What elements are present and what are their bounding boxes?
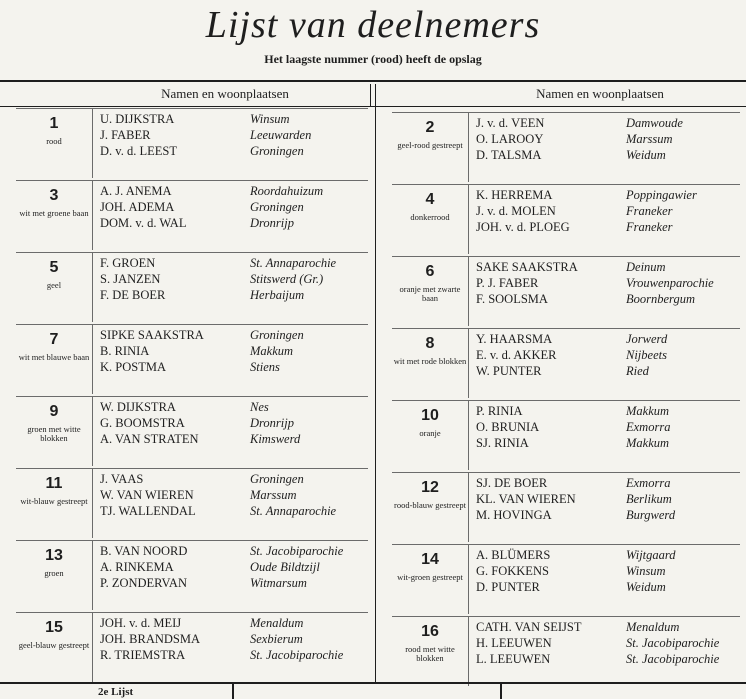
person-place: Weidum — [626, 580, 666, 594]
person-place: Groningen — [250, 144, 304, 158]
left-column-header: Namen en woonplaatsen — [161, 86, 289, 101]
participant-entry — [392, 472, 740, 542]
person-place: Franeker — [626, 220, 673, 234]
entry-color: rood met witte blokken — [405, 644, 455, 663]
person-row — [476, 547, 740, 563]
person-place: Leeuwarden — [250, 128, 312, 142]
header-divider-2 — [375, 84, 376, 106]
person-name: JOH. v. d. PLOEG — [476, 220, 570, 234]
person-name: O. LAROOY — [476, 132, 544, 146]
entry-number-box — [16, 613, 93, 682]
person-place: Boornbergum — [626, 292, 695, 306]
entry-number: 16 — [421, 623, 439, 640]
entry-number: 13 — [45, 547, 63, 564]
entry-number-box — [392, 401, 469, 470]
participant-entry — [392, 256, 740, 326]
person-name: W. DIJKSTRA — [100, 400, 176, 414]
person-row — [100, 471, 368, 487]
person-row — [476, 403, 740, 419]
person-name: P. RINIA — [476, 404, 523, 418]
person-place: Groningen — [250, 472, 304, 486]
person-row — [476, 187, 740, 203]
entry-number: 6 — [425, 263, 435, 280]
participant-entry — [16, 540, 368, 610]
person-place: St. Jacobiparochie — [250, 648, 344, 662]
person-name: E. v. d. AKKER — [476, 348, 557, 362]
entry-people — [100, 471, 368, 519]
person-place: Ried — [626, 364, 649, 378]
entry-people — [100, 543, 368, 591]
person-name: W. PUNTER — [476, 364, 542, 378]
page-title: Lijst van deelnemers — [205, 4, 541, 46]
entry-color: oranje — [419, 428, 441, 438]
participant-entry — [392, 112, 740, 182]
entry-number-box — [392, 113, 469, 182]
person-name: KL. VAN WIEREN — [476, 492, 576, 506]
person-place: Menaldum — [626, 620, 680, 634]
header-divider — [370, 84, 371, 106]
person-place: Dronrijp — [250, 416, 294, 430]
person-place: Nes — [250, 400, 269, 414]
person-place: Makkum — [250, 344, 294, 358]
person-name: P. ZONDERVAN — [100, 576, 187, 590]
participant-entry — [16, 108, 368, 178]
person-name: B. VAN NOORD — [100, 544, 188, 558]
person-row — [100, 647, 368, 663]
entry-number: 3 — [49, 187, 59, 204]
person-name: W. VAN WIEREN — [100, 488, 194, 502]
person-place: Berlikum — [626, 492, 672, 506]
person-place: St. Jacobiparochie — [626, 636, 720, 650]
person-row — [100, 199, 368, 215]
person-row — [476, 419, 740, 435]
person-name: A. VAN STRATEN — [100, 432, 199, 446]
person-row — [100, 327, 368, 343]
person-place: Winsum — [250, 112, 290, 126]
entry-color: wit-blauw gestreept — [20, 496, 88, 506]
person-row — [476, 507, 740, 523]
entry-number-box — [16, 325, 93, 394]
person-name: O. BRUNIA — [476, 420, 540, 434]
person-name: R. TRIEMSTRA — [100, 648, 186, 662]
entry-people — [100, 183, 368, 231]
participant-entry — [392, 544, 740, 614]
entry-people — [476, 475, 740, 523]
person-row — [100, 431, 368, 447]
participant-entry — [16, 252, 368, 322]
person-row — [476, 619, 740, 635]
person-name: SJ. DE BOER — [476, 476, 548, 490]
person-row — [476, 291, 740, 307]
person-row — [476, 475, 740, 491]
entry-color: wit met blauwe baan — [18, 352, 90, 362]
person-row — [100, 143, 368, 159]
entry-people — [100, 255, 368, 303]
entry-number: 9 — [49, 403, 59, 420]
entry-number-box — [392, 545, 469, 614]
person-place: Sexbierum — [250, 632, 303, 646]
entry-color: geel — [46, 280, 62, 290]
person-name: D. v. d. LEEST — [100, 144, 177, 158]
page-subtitle: Het laagste nummer (rood) heeft de opslag — [264, 52, 482, 66]
person-row — [100, 399, 368, 415]
participant-entry — [392, 328, 740, 398]
person-place: St. Jacobiparochie — [250, 544, 344, 558]
bottom-rule — [0, 682, 746, 684]
person-place: Roordahuizum — [250, 184, 324, 198]
person-name: D. PUNTER — [476, 580, 540, 594]
person-name: TJ. WALLENDAL — [100, 504, 196, 518]
entry-number: 14 — [421, 551, 439, 568]
person-place: Damwoude — [626, 116, 683, 130]
entry-number-box — [392, 617, 469, 686]
entry-number: 11 — [45, 475, 63, 492]
entry-number-box — [16, 469, 93, 538]
person-name: G. FOKKENS — [476, 564, 549, 578]
person-row — [476, 347, 740, 363]
person-place: St. Annaparochie — [250, 256, 337, 270]
person-place: Makkum — [626, 436, 670, 450]
person-name: L. LEEUWEN — [476, 652, 551, 666]
entry-people — [476, 259, 740, 307]
person-place: Burgwerd — [626, 508, 676, 522]
person-row — [476, 115, 740, 131]
entry-number-box — [16, 253, 93, 322]
person-place: Exmorra — [626, 420, 671, 434]
person-place: Menaldum — [250, 616, 304, 630]
person-row — [476, 275, 740, 291]
person-place: Deinum — [626, 260, 666, 274]
participant-entry — [392, 184, 740, 254]
person-row — [476, 651, 740, 667]
entry-people — [476, 619, 740, 667]
entry-number: 7 — [49, 331, 59, 348]
entry-number: 1 — [49, 115, 59, 132]
person-name: J. FABER — [100, 128, 151, 142]
footer-label: 2e Lijst — [98, 686, 134, 698]
entry-people — [100, 327, 368, 375]
person-place: Witmarsum — [250, 576, 307, 590]
person-name: J. v. d. MOLEN — [476, 204, 556, 218]
entry-number-box — [392, 257, 469, 326]
person-name: F. DE BOER — [100, 288, 166, 302]
person-row — [100, 215, 368, 231]
person-place: Stiens — [250, 360, 280, 374]
entry-number: 15 — [45, 619, 63, 636]
entry-number: 8 — [425, 335, 435, 352]
person-place: Makkum — [626, 404, 670, 418]
person-row — [476, 635, 740, 651]
entry-color: geel-rood gestreept — [397, 140, 463, 150]
person-name: B. RINIA — [100, 344, 150, 358]
person-name: F. SOOLSMA — [476, 292, 548, 306]
entry-color: wit-groen gestreept — [397, 572, 463, 582]
top-rule — [0, 80, 746, 82]
person-place: Franeker — [626, 204, 673, 218]
person-row — [476, 147, 740, 163]
person-name: JOH. BRANDSMA — [100, 632, 201, 646]
person-row — [476, 363, 740, 379]
person-name: A. J. ANEMA — [100, 184, 172, 198]
entry-number: 4 — [425, 191, 435, 208]
footer-divider-1 — [232, 684, 234, 699]
person-row — [100, 359, 368, 375]
person-name: S. JANZEN — [100, 272, 161, 286]
footer-divider-2 — [500, 684, 502, 699]
entry-number-box — [16, 541, 93, 610]
person-row — [476, 563, 740, 579]
person-row — [476, 131, 740, 147]
person-row — [100, 271, 368, 287]
person-name: G. BOOMSTRA — [100, 416, 185, 430]
person-row — [100, 127, 368, 143]
person-row — [100, 615, 368, 631]
person-row — [476, 219, 740, 235]
person-name: DOM. v. d. WAL — [100, 216, 187, 230]
person-name: M. HOVINGA — [476, 508, 552, 522]
person-place: Winsum — [626, 564, 666, 578]
person-row — [100, 559, 368, 575]
person-name: A. BLÜMERS — [476, 548, 551, 562]
entry-people — [476, 331, 740, 379]
participant-entry — [16, 180, 368, 250]
entry-color: donkerrood — [410, 212, 450, 222]
entry-number: 12 — [421, 479, 439, 496]
entry-color: rood-blauw gestreept — [394, 500, 466, 510]
person-name: U. DIJKSTRA — [100, 112, 175, 126]
entry-number: 2 — [425, 119, 435, 136]
person-place: Oude Bildtzijl — [250, 560, 320, 574]
entry-people — [100, 399, 368, 447]
column-divider — [375, 106, 376, 682]
entry-people — [476, 115, 740, 163]
entry-color: wit met rode blokken — [393, 356, 467, 366]
entry-people — [476, 187, 740, 235]
person-row — [100, 543, 368, 559]
person-place: Herbaijum — [250, 288, 305, 302]
person-row — [100, 503, 368, 519]
person-row — [476, 435, 740, 451]
person-place: Jorwerd — [626, 332, 668, 346]
participant-entry — [16, 396, 368, 466]
person-row — [476, 259, 740, 275]
person-row — [476, 491, 740, 507]
person-name: A. RINKEMA — [100, 560, 174, 574]
entry-people — [100, 111, 368, 159]
entry-people — [476, 547, 740, 595]
person-place: Dronrijp — [250, 216, 294, 230]
person-place: Stitswerd (Gr.) — [250, 272, 324, 286]
person-row — [100, 255, 368, 271]
person-name: K. HERREMA — [476, 188, 553, 202]
person-row — [100, 343, 368, 359]
person-row — [476, 203, 740, 219]
person-name: K. POSTMA — [100, 360, 166, 374]
person-row — [476, 579, 740, 595]
person-row — [100, 415, 368, 431]
person-name: J. v. d. VEEN — [476, 116, 545, 130]
person-place: Groningen — [250, 328, 304, 342]
person-place: St. Annaparochie — [250, 504, 337, 518]
entry-number: 5 — [49, 259, 59, 276]
entry-color: rood — [46, 136, 62, 146]
entry-color: wit met groene baan — [19, 208, 89, 218]
person-place: St. Jacobiparochie — [626, 652, 720, 666]
entry-number-box — [16, 181, 93, 250]
person-place: Kimswerd — [250, 432, 301, 446]
person-place: Marssum — [250, 488, 297, 502]
participant-entry — [16, 468, 368, 538]
person-name: Y. HAARSMA — [476, 332, 553, 346]
entry-number-box — [392, 329, 469, 398]
person-row — [100, 111, 368, 127]
entry-number-box — [16, 397, 93, 466]
person-name: P. J. FABER — [476, 276, 539, 290]
right-column-header: Namen en woonplaatsen — [536, 86, 664, 101]
entry-number: 10 — [421, 407, 439, 424]
participant-entry — [16, 324, 368, 394]
person-place: Wijtgaard — [626, 548, 676, 562]
entry-number-box — [16, 109, 93, 178]
person-name: SAKE SAAKSTRA — [476, 260, 578, 274]
person-name: SJ. RINIA — [476, 436, 529, 450]
person-row — [100, 183, 368, 199]
person-name: J. VAAS — [100, 472, 144, 486]
person-place: Nijbeets — [626, 348, 667, 362]
person-place: Poppingawier — [626, 188, 697, 202]
person-name: F. GROEN — [100, 256, 156, 270]
person-name: SIPKE SAAKSTRA — [100, 328, 204, 342]
person-place: Weidum — [626, 148, 666, 162]
person-name: D. TALSMA — [476, 148, 542, 162]
entry-color: groen — [44, 568, 64, 578]
person-name: JOH. ADEMA — [100, 200, 175, 214]
entry-people — [100, 615, 368, 663]
entry-number-box — [392, 185, 469, 254]
person-place: Vrouwenparochie — [626, 276, 714, 290]
header-rule — [0, 106, 746, 107]
person-row — [100, 631, 368, 647]
person-name: CATH. VAN SEIJST — [476, 620, 582, 634]
person-row — [100, 487, 368, 503]
participant-entry — [392, 616, 740, 686]
person-place: Marssum — [626, 132, 673, 146]
entry-color: oranje met zwarte baan — [399, 284, 461, 303]
participant-entry — [16, 612, 368, 682]
entry-color: groen met witte blokken — [27, 424, 81, 443]
person-name: JOH. v. d. MEIJ — [100, 616, 182, 630]
person-row — [100, 287, 368, 303]
entry-people — [476, 403, 740, 451]
entry-number-box — [392, 473, 469, 542]
participant-entry — [392, 400, 740, 470]
person-place: Exmorra — [626, 476, 671, 490]
person-name: H. LEEUWEN — [476, 636, 552, 650]
person-place: Groningen — [250, 200, 304, 214]
person-row — [476, 331, 740, 347]
person-row — [100, 575, 368, 591]
entry-color: geel-blauw gestreept — [18, 640, 90, 650]
